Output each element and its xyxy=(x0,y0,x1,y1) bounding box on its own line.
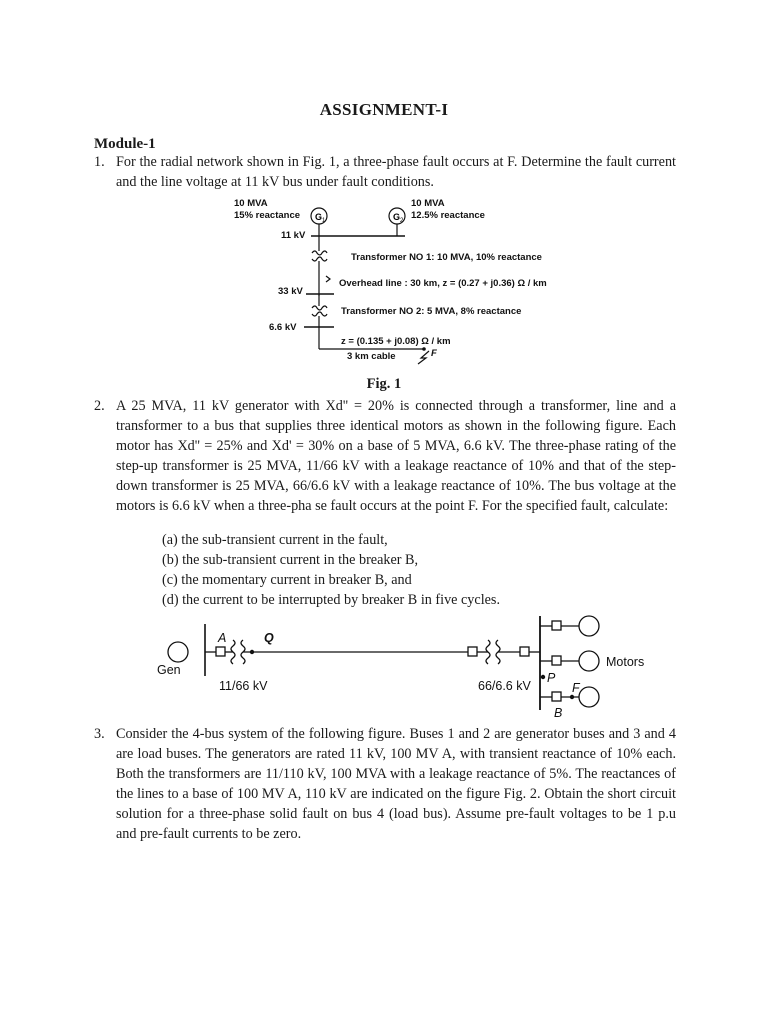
fault-f-label: F xyxy=(572,681,580,695)
motor-2-symbol xyxy=(579,651,599,671)
cable-impedance-label: z = (0.135 + j0.08) Ω / km xyxy=(341,336,451,347)
part-b: (b) the sub-transient current in the breaker B, xyxy=(162,552,419,568)
g1-rating: 10 MVA xyxy=(234,198,268,209)
figure-2-generator-motor-network xyxy=(0,610,768,722)
g1-reactance: 15% reactance xyxy=(234,210,301,221)
breaker-b-label: B xyxy=(554,706,563,720)
g1-letter: G xyxy=(315,212,323,222)
figure-1-caption: Fig. 1 xyxy=(366,376,402,392)
question-2-parts xyxy=(162,530,500,610)
transformer-step-down-symbol xyxy=(486,640,500,664)
g2-symbol xyxy=(389,208,405,224)
g1-subscript: 1 xyxy=(322,218,326,224)
question-number: 2. xyxy=(94,398,105,414)
g2-subscript: 2 xyxy=(400,218,404,224)
voltage-step-up-label: 11/66 kV xyxy=(219,679,268,693)
motor-3-symbol xyxy=(579,687,599,707)
figure-1-radial-network xyxy=(0,196,768,371)
question-text: A 25 MVA, 11 kV generator with Xd'' = 20% is connected through a transformer, line and a transformer to a bus that supplies three identical motors as shown in the following figure. Each motor has Xd'' = 25% and Xd' = 30% on a base of 5 MVA, 6.6 kV. The three-phase rating of the step-up transformer is 25 MVA, 11/66 kV with a leakage reactance of 10% and that of the step-down transformer is 25 MVA, 66/6.6 kV with a leakage reactance of 10%. The bus voltage at the motors is 6.6 kV when a three-pha se fault occurs at the point F. For the specified fault, calculate: xyxy=(116,398,676,514)
bus-6kv-label: 6.6 kV xyxy=(269,322,297,333)
fault-label: F xyxy=(431,348,437,359)
point-q-label: Q xyxy=(264,631,274,645)
module-heading: Module-1 xyxy=(94,136,156,152)
breaker-line-end xyxy=(468,647,477,656)
question-1 xyxy=(94,152,676,192)
generator-symbol xyxy=(168,642,188,662)
motor-1-symbol xyxy=(579,616,599,636)
voltage-step-down-label: 66/6.6 kV xyxy=(478,679,531,693)
overhead-line-label: Overhead line : 30 km, z = (0.27 + j0.36) Ω / km xyxy=(339,278,547,289)
breaker-b xyxy=(552,692,561,701)
g2-letter: G xyxy=(393,212,401,222)
cable-length-label: 3 km cable xyxy=(347,351,396,362)
question-text: Consider the 4-bus system of the following figure. Buses 1 and 2 are generator buses and 3 and 4 are load buses. The generators are rated 11 kV, 100 MV A, with transient reactance of 10% each. Both the transformers are 11/110 kV, 100 MVA with a leakage reactance of 5%. The reactances of the lines to a base of 100 MV A, 110 kV are indicated on the figure Fig. 2. Obtain the short circuit solution for a three-phase solid fault on bus 4 (load bus). Assume pre-fault voltages to be 1 p.u and pre-fault currents to be zero. xyxy=(116,726,676,842)
transformer-1-label: Transformer NO 1: 10 MVA, 10% reactance xyxy=(351,252,542,263)
question-text: For the radial network shown in Fig. 1, a three-phase fault occurs at F. Determine the fault current and the line voltage at 11 kV bus under fault conditions. xyxy=(116,154,676,190)
breaker-a xyxy=(216,647,225,656)
point-p-label: P xyxy=(547,671,556,685)
g2-rating: 10 MVA xyxy=(411,198,445,209)
transformer-2-symbol xyxy=(312,306,327,316)
g2-reactance: 12.5% reactance xyxy=(411,210,485,221)
part-a: (a) the sub-transient current in the fault, xyxy=(162,532,388,548)
question-3 xyxy=(94,724,676,844)
fault-arrow-icon xyxy=(418,351,429,364)
part-c: (c) the momentary current in breaker B, and xyxy=(162,572,412,588)
transformer-step-up-symbol xyxy=(231,640,245,664)
transformer-1-symbol xyxy=(312,251,327,261)
page-title: ASSIGNMENT-I xyxy=(319,100,449,119)
transformer-2-label: Transformer NO 2: 5 MVA, 8% reactance xyxy=(341,306,522,317)
question-number: 3. xyxy=(94,726,105,742)
question-number: 1. xyxy=(94,154,105,170)
part-d: (d) the current to be interrupted by breaker B in five cycles. xyxy=(162,592,500,608)
gen-label: Gen xyxy=(157,663,181,677)
question-2 xyxy=(94,396,676,516)
breaker-a-label: A xyxy=(218,631,227,645)
motors-label: Motors xyxy=(606,655,645,669)
breaker-motor-bus xyxy=(520,647,529,656)
g1-symbol xyxy=(311,208,327,224)
bus-33kv-label: 33 kV xyxy=(278,286,303,297)
bus-11kv-label: 11 kV xyxy=(281,230,306,241)
